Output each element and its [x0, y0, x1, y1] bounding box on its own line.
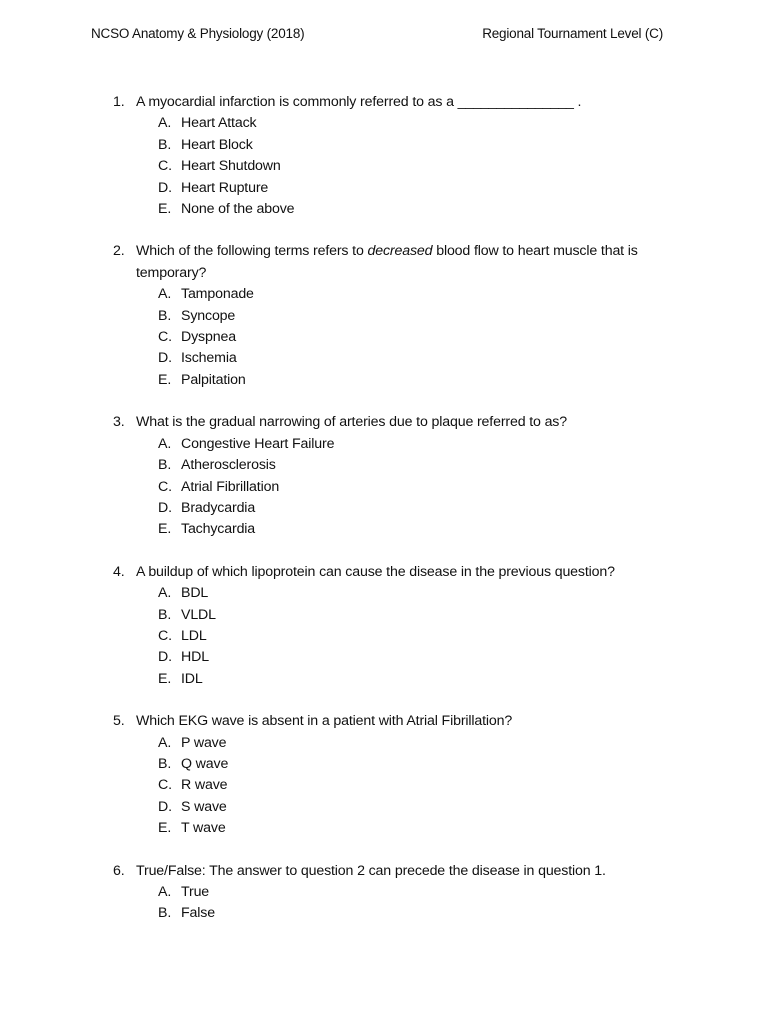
- question-6: [113, 861, 683, 925]
- option-text: IDL: [181, 670, 203, 687]
- option-letter: B.: [158, 457, 172, 474]
- option-letter: C.: [158, 777, 172, 794]
- option-letter: D.: [158, 798, 172, 815]
- option-text: True: [181, 884, 210, 900]
- option-letter: D.: [158, 350, 172, 367]
- option-letter: A.: [158, 286, 172, 303]
- question-2: [113, 241, 683, 391]
- question-text: [136, 241, 683, 284]
- option-letter: C.: [158, 329, 172, 346]
- question-text: [136, 92, 683, 113]
- question-text: [136, 711, 683, 732]
- question-stem: [113, 241, 683, 284]
- option-text: Q wave: [181, 755, 229, 772]
- option-letter: E.: [158, 670, 172, 687]
- answer-option[interactable]: [113, 477, 683, 498]
- option-text: Syncope: [181, 307, 236, 324]
- option-letter: B.: [158, 905, 172, 922]
- question-text-part: Which of the following terms refers to: [136, 243, 368, 260]
- option-text: HDL: [181, 649, 209, 666]
- option-text: R wave: [181, 777, 228, 794]
- question-5: [113, 711, 683, 839]
- answer-option[interactable]: [113, 156, 683, 177]
- option-text: Bradycardia: [181, 499, 256, 516]
- question-text: [136, 412, 683, 433]
- option-letter: E.: [158, 201, 172, 218]
- option-text: Atherosclerosis: [181, 457, 276, 474]
- question-list: [113, 92, 683, 925]
- question-text: [136, 861, 683, 882]
- question-number: 4.: [113, 563, 125, 580]
- question-text: [136, 562, 683, 583]
- option-text: False: [181, 905, 215, 922]
- question-text-part: What is the gradual narrowing of arteries due to plaque referred to as?: [136, 414, 567, 431]
- option-text: P wave: [181, 734, 227, 751]
- option-letter: A.: [158, 115, 172, 132]
- answer-option[interactable]: [113, 903, 683, 924]
- answer-options: [113, 434, 683, 541]
- answer-option[interactable]: [113, 626, 683, 647]
- question-number: 5.: [113, 713, 125, 730]
- option-text: S wave: [181, 798, 227, 815]
- question-number: 3.: [113, 414, 125, 431]
- answer-options: [113, 583, 683, 690]
- option-letter: A.: [158, 585, 172, 602]
- answer-option[interactable]: [113, 882, 683, 903]
- answer-option[interactable]: [113, 733, 683, 754]
- answer-options: [113, 113, 683, 220]
- option-letter: E.: [158, 521, 172, 538]
- question-4: [113, 562, 683, 690]
- answer-option[interactable]: [113, 797, 683, 818]
- option-letter: C.: [158, 158, 172, 175]
- option-letter: B.: [158, 307, 172, 324]
- question-stem: [113, 412, 683, 433]
- option-letter: A.: [158, 884, 172, 900]
- option-text: BDL: [181, 585, 209, 602]
- question-stem: [113, 562, 683, 583]
- option-text: Heart Shutdown: [181, 158, 281, 175]
- question-text-emphasis: decreased: [367, 243, 433, 260]
- option-letter: C.: [158, 478, 172, 495]
- option-text: Heart Block: [181, 136, 253, 153]
- answer-option[interactable]: [113, 775, 683, 796]
- question-text-part: True/False: The answer to question 2 can precede the disease in question 1.: [136, 862, 606, 879]
- question-number: 1.: [113, 94, 125, 110]
- page-header: [91, 26, 663, 44]
- answer-option[interactable]: [113, 605, 683, 626]
- answer-options: [113, 733, 683, 840]
- answer-option[interactable]: [113, 370, 683, 391]
- option-letter: E.: [158, 371, 172, 388]
- answer-option[interactable]: [113, 519, 683, 540]
- option-text: Atrial Fibrillation: [181, 478, 280, 495]
- question-stem: [113, 711, 683, 732]
- answer-option[interactable]: [113, 754, 683, 775]
- question-text-part: A myocardial infarction is commonly referred to as a _______________ .: [136, 94, 582, 110]
- option-text: Tamponade: [181, 286, 254, 303]
- question-number: 2.: [113, 243, 125, 260]
- option-text: None of the above: [181, 201, 295, 218]
- answer-option[interactable]: [113, 199, 683, 220]
- answer-options: [113, 882, 683, 925]
- option-text: Heart Rupture: [181, 179, 269, 196]
- option-text: LDL: [181, 627, 207, 644]
- question-stem: [113, 861, 683, 882]
- header-title: NCSO Anatomy & Physiology (2018): [91, 26, 305, 41]
- answer-option[interactable]: [113, 669, 683, 690]
- option-letter: D.: [158, 649, 172, 666]
- question-text-part: Which EKG wave is absent in a patient with Atrial Fibrillation?: [136, 713, 513, 730]
- question-number: 6.: [113, 862, 125, 879]
- answer-option[interactable]: [113, 647, 683, 668]
- option-letter: D.: [158, 179, 172, 196]
- question-3: [113, 412, 683, 540]
- option-text: Tachycardia: [181, 521, 256, 538]
- answer-option[interactable]: [113, 178, 683, 199]
- option-letter: B.: [158, 136, 172, 153]
- answer-options: [113, 284, 683, 391]
- option-text: Congestive Heart Failure: [181, 435, 335, 452]
- answer-option[interactable]: [113, 135, 683, 156]
- option-text: T wave: [181, 820, 226, 837]
- option-text: Heart Attack: [181, 115, 257, 132]
- option-text: VLDL: [181, 606, 216, 623]
- answer-option[interactable]: [113, 434, 683, 455]
- option-letter: B.: [158, 606, 172, 623]
- question-stem: [113, 92, 683, 113]
- answer-option[interactable]: [113, 583, 683, 604]
- answer-option[interactable]: [113, 818, 683, 839]
- option-text: Ischemia: [181, 350, 237, 367]
- option-letter: B.: [158, 755, 172, 772]
- answer-option[interactable]: [113, 284, 683, 305]
- question-text-part: A buildup of which lipoprotein can cause the disease in the previous question?: [136, 563, 615, 580]
- answer-option[interactable]: [113, 327, 683, 348]
- option-letter: C.: [158, 627, 172, 644]
- answer-option[interactable]: [113, 306, 683, 327]
- option-letter: A.: [158, 435, 172, 452]
- question-1: [113, 92, 683, 220]
- option-text: Dyspnea: [181, 329, 236, 346]
- option-letter: A.: [158, 734, 172, 751]
- option-letter: D.: [158, 499, 172, 516]
- answer-option[interactable]: [113, 455, 683, 476]
- header-level: Regional Tournament Level (C): [482, 26, 663, 41]
- answer-option[interactable]: [113, 498, 683, 519]
- option-letter: E.: [158, 820, 172, 837]
- answer-option[interactable]: [113, 348, 683, 369]
- question-text-part: blood flow to heart muscle that is temporary?: [136, 243, 638, 281]
- option-text: Palpitation: [181, 371, 246, 388]
- answer-option[interactable]: [113, 113, 683, 134]
